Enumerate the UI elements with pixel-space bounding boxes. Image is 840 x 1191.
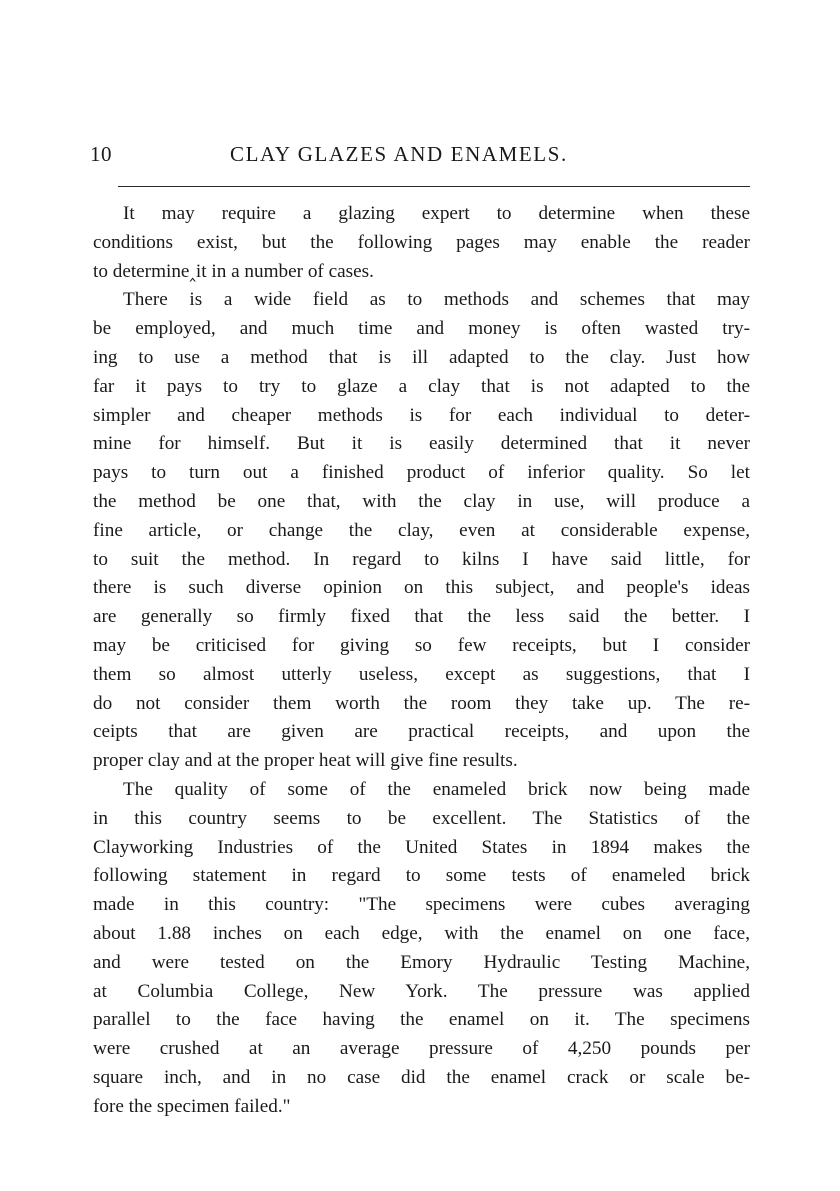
text-line: parallel to the face having the enamel on it. The specimens: [93, 1009, 750, 1031]
text-line: are generally so firmly fixed that the less said the better. I: [93, 606, 750, 628]
text-line: proper clay and at the proper heat will give fine results.: [93, 750, 518, 772]
text-line: be employed, and much time and money is often wasted try-: [93, 318, 750, 340]
text-line: fore the specimen failed.": [93, 1095, 291, 1117]
running-head: [90, 142, 752, 174]
text-line: made in this country: "The specimens were cubes averaging: [93, 894, 750, 916]
text-line: the method be one that, with the clay in use, will produce a: [93, 490, 750, 512]
text-line: were crushed at an average pressure of 4,250 pounds per: [93, 1038, 750, 1060]
text-line: may be criticised for giving so few receipts, but I consider: [93, 634, 750, 656]
text-line: There is a wide field as to methods and schemes that may: [123, 289, 750, 311]
running-title: CLAY GLAZES AND ENAMELS.: [230, 142, 568, 166]
text-line: pays to turn out a finished product of inferior quality. So let: [93, 462, 750, 484]
text-line: mine for himself. But it is easily determined that it never: [93, 433, 750, 455]
text-line: to suit the method. In regard to kilns I have said little, for: [93, 548, 750, 570]
text-line: It may require a glazing expert to determine when these: [123, 203, 750, 224]
text-line: simpler and cheaper methods is for each individual to deter-: [93, 404, 750, 426]
text-line: square inch, and in no case did the enamel crack or scale be-: [93, 1066, 750, 1088]
text-line: fine article, or change the clay, even at considerable expense,: [93, 519, 750, 541]
text-line: far it pays to try to glaze a clay that is not adapted to the: [93, 375, 750, 397]
text-line: ceipts that are given are practical receipts, and upon the: [93, 721, 750, 743]
text-line: conditions exist, but the following pages may enable the reader: [93, 231, 750, 253]
text-line: following statement in regard to some tests of enameled brick: [93, 865, 750, 887]
text-line: to determine‸it in a number of cases.: [93, 260, 374, 282]
text-line: ing to use a method that is ill adapted to the clay. Just how: [93, 346, 750, 368]
text-line: and were tested on the Emory Hydraulic Testing Machine,: [93, 951, 750, 973]
text-line: Clayworking Industries of the United States in 1894 makes the: [93, 836, 750, 858]
text-line: The quality of some of the enameled brick now being made: [123, 778, 750, 800]
text-line: do not consider them worth the room they take up. The re-: [93, 692, 750, 714]
text-line: about 1.88 inches on each edge, with the enamel on one face,: [93, 922, 750, 944]
page-number: 10: [90, 142, 112, 166]
text-line: them so almost utterly useless, except as suggestions, that I: [93, 663, 750, 685]
text-line: at Columbia College, New York. The pressure was applied: [93, 980, 750, 1002]
body-text: [93, 200, 750, 1122]
text-line: in this country seems to be excellent. The Statistics of the: [93, 807, 750, 829]
text-line: there is such diverse opinion on this subject, and people's ideas: [93, 577, 750, 599]
header-rule: [118, 186, 750, 187]
